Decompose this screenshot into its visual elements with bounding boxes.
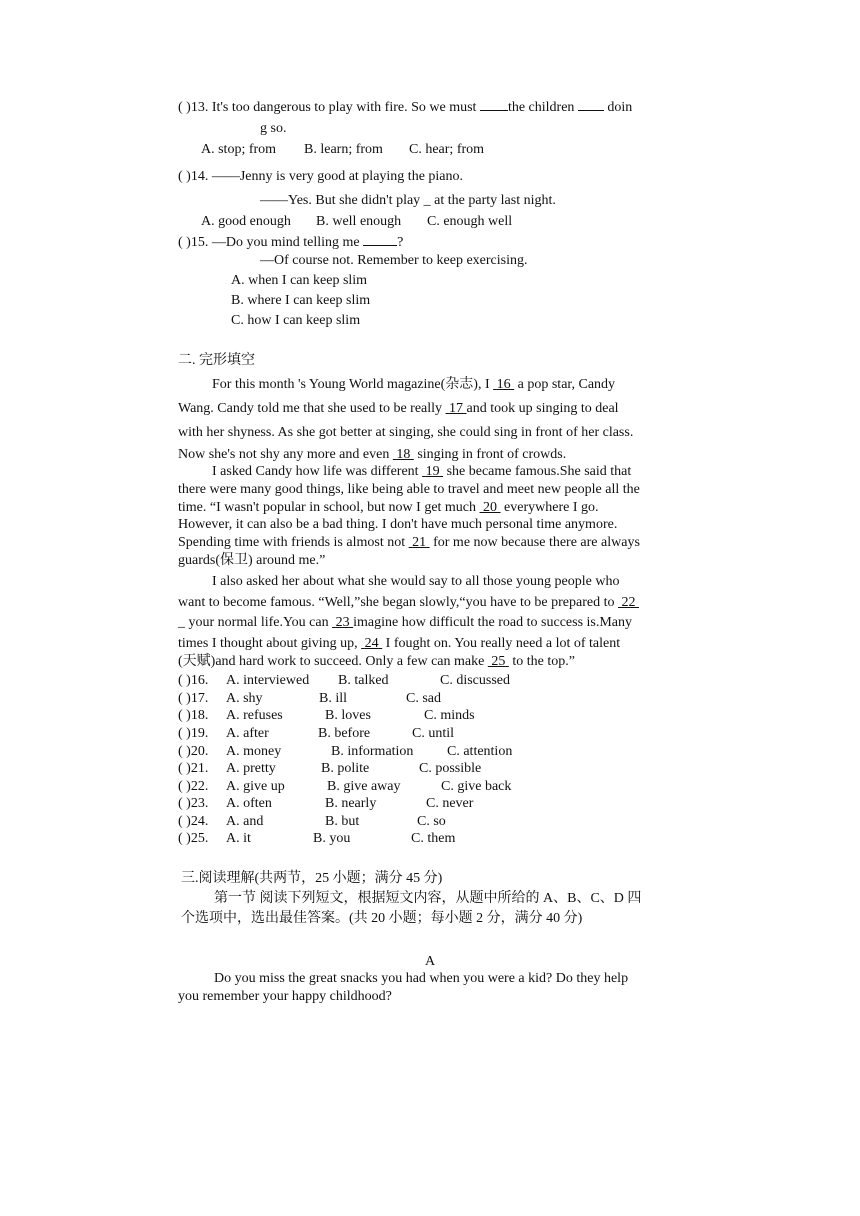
cloze-p2-line1: I asked Candy how life was different 19 she became famous.She said that xyxy=(212,464,632,479)
option-a: A. stop; from xyxy=(201,142,277,157)
option-a: A. good enough xyxy=(201,214,291,229)
q15-number: ( )15. xyxy=(178,235,209,250)
cloze-p3-line2: want to become famous. “Well,”she began slowly,“you have to be prepared to 22 xyxy=(178,594,639,612)
cloze-p3-line5: (天赋)and hard work to succeed. Only a few can make 25 to the top.” xyxy=(178,654,575,669)
q13-options xyxy=(201,141,485,159)
q14-response: ——Yes. But she didn't play _ at the party last night. xyxy=(260,193,556,208)
cloze-question: ( )23. A. often B. nearly C. never xyxy=(178,796,474,811)
blank-21: 21 xyxy=(412,535,427,550)
cloze-question: ( )18. A. refuses B. loves C. minds xyxy=(178,708,475,723)
q14-number: ( )14. xyxy=(178,169,209,184)
passage-a-line1: Do you miss the great snacks you had when you were a kid? Do they help xyxy=(214,971,629,986)
cloze-p1-line2: Wang. Candy told me that she used to be really 17 and took up singing to deal xyxy=(178,401,619,416)
q13-stem: ( )13. It's too dangerous to play with fire. So we must the children doin xyxy=(178,97,632,117)
cloze-p2-line6: guards(保卫) around me.” xyxy=(178,553,326,568)
blank-20: 20 xyxy=(483,500,498,515)
blank-17: 17 xyxy=(449,401,464,416)
cloze-question: ( )19. A. after B. before C. until xyxy=(178,726,455,741)
q15-option-a: A. when I can keep slim xyxy=(231,273,368,288)
blank-24: 24 xyxy=(364,636,379,651)
cloze-question: ( )20. A. money B. information C. attention xyxy=(178,744,513,759)
blank-25: 25 xyxy=(491,654,506,669)
blank xyxy=(363,232,397,246)
blank xyxy=(578,97,604,111)
cloze-p3-line3: _ your normal life.You can 23 imagine how difficult the road to success is.Many xyxy=(178,615,633,630)
q13-number: ( )13. xyxy=(178,100,209,115)
q15-stem: ( )15. —Do you mind telling me ? xyxy=(178,232,403,252)
passage-label: A xyxy=(424,954,436,969)
blank xyxy=(480,97,508,111)
option-b: B. learn; from xyxy=(304,142,383,157)
cloze-question: ( )22. A. give up B. give away C. give back xyxy=(178,779,512,794)
cloze-p2-line3: time. “I wasn't popular in school, but now I get much 20 everywhere I go. xyxy=(178,500,599,515)
cloze-p1-line1: For this month 's Young World magazine(杂志), I 16 a pop star, Candy xyxy=(212,377,616,392)
option-c: C. enough well xyxy=(427,214,513,229)
section3-heading: 三.阅读理解(共两节，25 小题；满分 45 分) xyxy=(181,871,443,886)
q13-stem-cont: g so. xyxy=(260,121,287,136)
cloze-question: ( )16. A. interviewed B. talked C. discussed xyxy=(178,673,510,688)
passage-a-line2: you remember your happy childhood? xyxy=(178,989,392,1004)
cloze-question: ( )17. A. shy B. ill C. sad xyxy=(178,691,441,706)
blank-22: 22 xyxy=(621,595,636,610)
blank-19: 19 xyxy=(425,464,440,479)
section2-heading: 二. 完形填空 xyxy=(178,353,255,368)
option-c: C. hear; from xyxy=(409,142,485,157)
blank-16: 16 xyxy=(496,377,511,392)
blank-23: 23 xyxy=(335,615,350,630)
cloze-p2-line5: Spending time with friends is almost not 21 for me now because there are always xyxy=(178,535,640,550)
cloze-p2-line2: there were many good things, like being able to travel and meet new people all the xyxy=(178,482,640,497)
cloze-p1-line3: with her shyness. As she got better at singing, she could sing in front of her class. xyxy=(178,425,634,440)
cloze-p2-line4: However, it can also be a bad thing. I don't have much personal time anymore. xyxy=(178,517,618,532)
cloze-question: ( )25. A. it B. you C. them xyxy=(178,831,456,846)
q15-response: —Of course not. Remember to keep exercising. xyxy=(260,253,528,268)
cloze-p3-line4: times I thought about giving up, 24 I fought on. You really need a lot of talent xyxy=(178,636,621,651)
cloze-p3-line1: I also asked her about what she would say to all those young people who xyxy=(212,574,620,589)
cloze-p1-line4: Now she's not shy any more and even 18 singing in front of crowds. xyxy=(178,447,567,462)
cloze-question: ( )24. A. and B. but C. so xyxy=(178,814,446,829)
option-b: B. well enough xyxy=(316,214,402,229)
q15-option-c: C. how I can keep slim xyxy=(231,313,361,328)
cloze-question: ( )21. A. pretty B. polite C. possible xyxy=(178,761,482,776)
blank-18: 18 xyxy=(396,447,411,462)
q14-stem: ( )14. ——Jenny is very good at playing the piano. xyxy=(178,169,464,184)
q14-options xyxy=(201,213,513,231)
section3-instructions-1: 第一节 阅读下列短文，根据短文内容，从题中所给的 A、B、C、D 四 xyxy=(214,891,642,906)
q15-option-b: B. where I can keep slim xyxy=(231,293,371,308)
section3-instructions-2: 个选项中，选出最佳答案。(共 20 小题；每小题 2 分，满分 40 分) xyxy=(181,911,583,926)
